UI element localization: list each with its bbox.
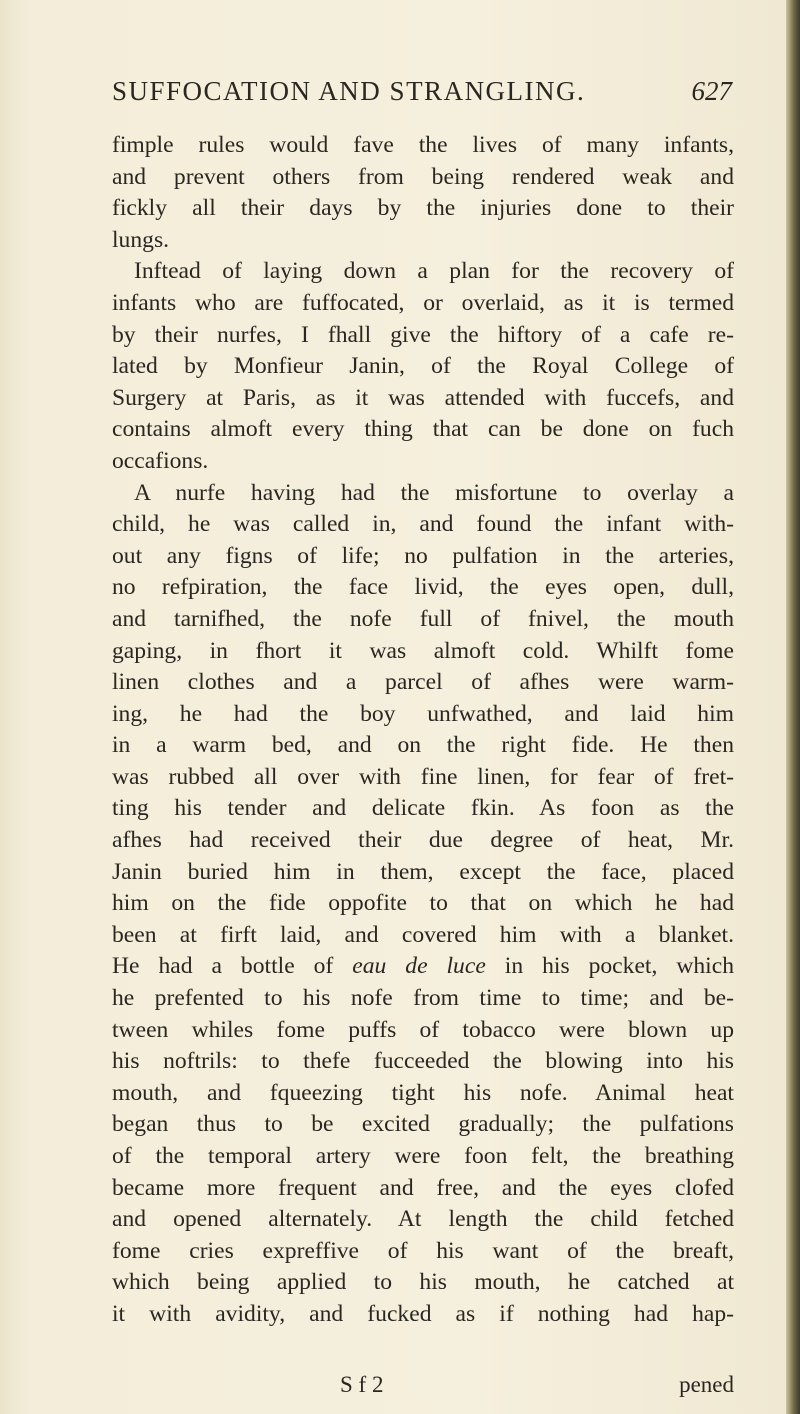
- text-line: contains almoft every thing that can be done on fuch: [112, 416, 734, 443]
- text-line: fickly all their days by the injuries done to their: [112, 195, 734, 222]
- text-line: and opened alternately. At length the child fetched: [112, 1206, 734, 1233]
- text-line: he prefented to his nofe from time to time; and be-: [112, 985, 734, 1012]
- text-line: no refpiration, the face livid, the eyes open, dull,: [112, 574, 734, 601]
- text-line: A nurfe having had the misfortune to overlay a: [134, 479, 734, 506]
- text-line: Surgery at Paris, as it was attended with fuccefs, and: [112, 384, 734, 411]
- text-line: which being applied to his mouth, he catched at: [112, 1269, 734, 1296]
- text-line: infants who are fuffocated, or overlaid, as it is termed: [112, 289, 734, 316]
- catchline: [112, 1372, 734, 1402]
- running-head: [112, 76, 732, 116]
- running-head-title: SUFFOCATION AND STRANGLING.: [112, 76, 586, 106]
- binding-edge: [786, 0, 800, 1414]
- text-line: his noftrils: to thefe fucceeded the blowing into his: [112, 1048, 734, 1075]
- text-line: fome cries expreffive of his want of the breaft,: [112, 1237, 734, 1264]
- text-line: and prevent others from being rendered weak and: [112, 163, 734, 190]
- text-line: by their nurfes, I fhall give the hiftory of a cafe re-: [112, 321, 734, 348]
- text-line: in a warm bed, and on the right fide. He then: [112, 732, 734, 759]
- text-line: afhes had received their due degree of heat, Mr.: [112, 827, 734, 854]
- text-line: it with avidity, and fucked as if nothing had hap-: [112, 1300, 734, 1327]
- text-line: him on the fide oppofite to that on which he had: [112, 890, 734, 917]
- body-text: [112, 130, 734, 1331]
- text-line: ting his tender and delicate fkin. As foon as the: [112, 795, 734, 822]
- italic-phrase: eau de luce: [352, 953, 486, 980]
- text-line: out any figns of life; no pulfation in the arteries,: [112, 542, 734, 569]
- catchword: pened: [679, 1372, 734, 1397]
- text-line: mouth, and fqueezing tight his nofe. Animal heat: [112, 1079, 734, 1106]
- text-line: tween whiles fome puffs of tobacco were blown up: [112, 1016, 734, 1043]
- text-line: and tarnifhed, the nofe full of fnivel, the mouth: [112, 605, 734, 632]
- text-line: of the temporal artery were foon felt, the breathing: [112, 1143, 734, 1169]
- text-line: He had a bottle of eau de luce in his pocket, which: [112, 953, 734, 980]
- text-line: child, he was called in, and found the infant with-: [112, 511, 734, 538]
- text-line: began thus to be excited gradually; the pulfations: [112, 1111, 734, 1138]
- text-line: linen clothes and a parcel of afhes were warm-: [112, 669, 734, 696]
- text-line: Janin buried him in them, except the face, placed: [112, 858, 734, 885]
- text-line: was rubbed all over with fine linen, for fear of fret-: [112, 763, 734, 790]
- text-line: Inftead of laying down a plan for the recovery of: [134, 258, 734, 285]
- text-line: gaping, in fhort it was almoft cold. Whilft fome: [112, 637, 734, 664]
- text-line: ing, he had the boy unfwathed, and laid him: [112, 700, 734, 727]
- page-number: 627: [691, 76, 732, 106]
- text-line: been at firft laid, and covered him with a blanket.: [112, 921, 734, 948]
- text-line: lungs.: [112, 226, 170, 253]
- text-line: lated by Monfieur Janin, of the Royal College of: [112, 353, 734, 380]
- signature-mark: S f 2: [340, 1372, 384, 1397]
- text-line: fimple rules would fave the lives of many infants,: [112, 132, 734, 158]
- text-line: became more frequent and free, and the eyes clofed: [112, 1174, 734, 1201]
- text-line: occafions.: [112, 447, 209, 474]
